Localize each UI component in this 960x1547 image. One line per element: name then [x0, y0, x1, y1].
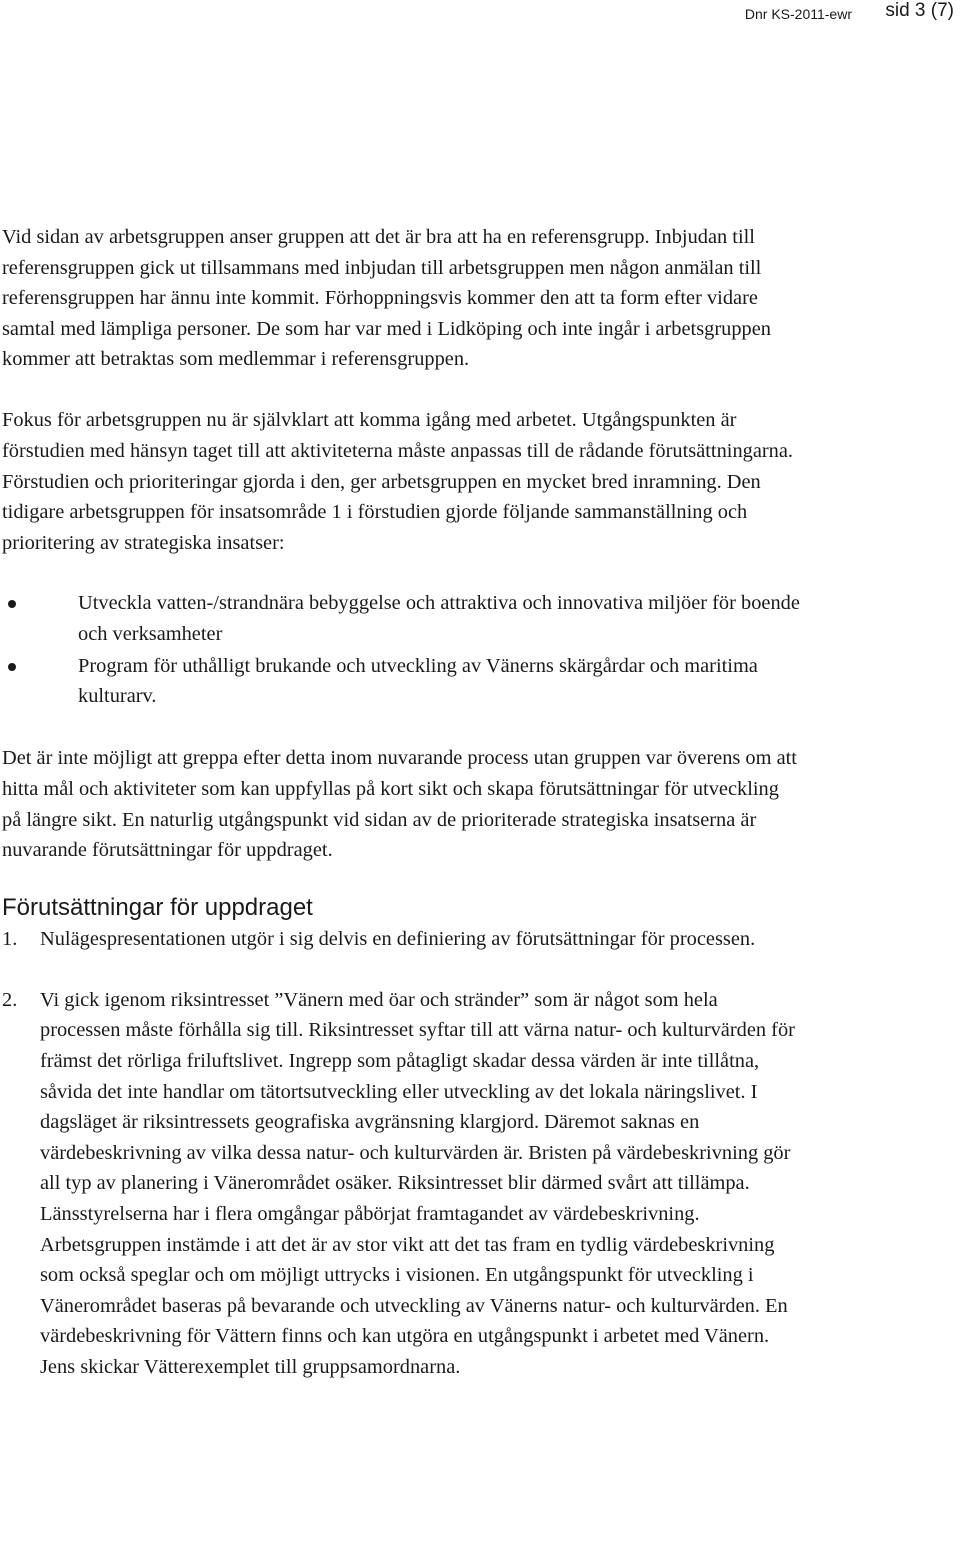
section-heading: Förutsättningar för uppdraget: [2, 893, 313, 921]
page-number: sid 3 (7): [885, 0, 954, 21]
paragraph-process: Det är inte möjligt att greppa efter detta inom nuvarande process utan gruppen var överens om att hitta mål och aktiviteter som kan uppfyllas på kort sikt och skapa förutsättningar för utveckling på längre sikt. En naturlig utgångspunkt vid sidan av de prioriterade strategiska insatserna är nuvarande förutsättningar för uppdraget.: [2, 747, 797, 862]
list-item: [2, 588, 802, 649]
item-number: 1.: [2, 927, 18, 950]
list-item-text: Program för uthålligt brukande och utveckling av Vänerns skärgårdar och maritima kulturarv.: [78, 654, 758, 708]
numbered-item: [2, 924, 802, 955]
item-text: Nulägespresentationen utgör i sig delvis en definiering av förutsättningar för processen.: [40, 927, 756, 950]
item-text: Vi gick igenom riksintresset ”Vänern med öar och stränder” som är något som hela processen måste förhålla sig till. Riksintresset syftar till att värna natur- och kulturvärden för främst det rörliga friluftslivet. Ingrepp som påtagligt skadar dessa värden är inte tillåtna, såvida det inte handlar om tätortsutveckling eller utveckling av det lokala näringslivet. I dagsläget är riksintressets geografiska avgränsning klargjord. Däremot saknas en värdebeskrivning av vilka dessa natur- och kulturvärden är. Bristen på värdebeskrivning gör all typ av planering i Vänerområdet osäker. Riksintresset blir därmed svårt att tillämpa. Länsstyrelserna har i flera omgångar påbörjat framtagandet av värdebeskrivning. Arbetsgruppen instämde i att det är av stor vikt att det tas fram en tydlig värdebeskrivning som också speglar och om möjligt uttrycks i visionen. En utgångspunkt för utveckling i Vänerområdet baseras på bevarande och utveckling av Vänerns natur- och kulturvärden. En värdebeskrivning för Vättern finns och kan utgöra en utgångspunkt i arbetet med Vänern. Jens skickar Vätterexemplet till gruppsamordnarna.: [40, 988, 795, 1378]
page-header: [0, 0, 960, 30]
document-number: Dnr KS-2011-ewr: [744, 6, 852, 22]
document-body: [2, 222, 802, 1383]
list-item-text: Utveckla vatten-/strandnära bebyggelse och attraktiva och innovativa miljöer för boende och verksamheter: [78, 592, 800, 646]
numbered-item: [2, 985, 802, 1383]
paragraph-reference-group: Vid sidan av arbetsgruppen anser gruppen att det är bra att ha en referensgrupp. Inbjudan till referensgruppen gick ut tillsammans med inbjudan till arbetsgruppen men någon anmälan till referensgruppen har ännu inte kommit. Förhoppningsvis kommer den att ta form efter vidare samtal med lämpliga personer. De som har var med i Lidköping och inte ingår i arbetsgruppen kommer att betraktas som medlemmar i referensgruppen.: [2, 226, 771, 371]
list-item: [2, 651, 802, 712]
numbered-list: [2, 924, 802, 1383]
strategic-efforts-list: [2, 588, 802, 711]
item-number: 2.: [2, 988, 18, 1011]
paragraph-focus: Fokus för arbetsgruppen nu är självklart att komma igång med arbetet. Utgångspunkten är förstudien med hänsyn taget till att aktiviteterna måste anpassas till de rådande förutsättningarna. Förstudien och prioriteringar gjorda i den, ger arbetsgruppen en mycket bred inramning. Den tidigare arbetsgruppen för insatsområde 1 i förstudien gjorde följande sammanställning och prioritering av strategiska insatser:: [2, 409, 794, 554]
